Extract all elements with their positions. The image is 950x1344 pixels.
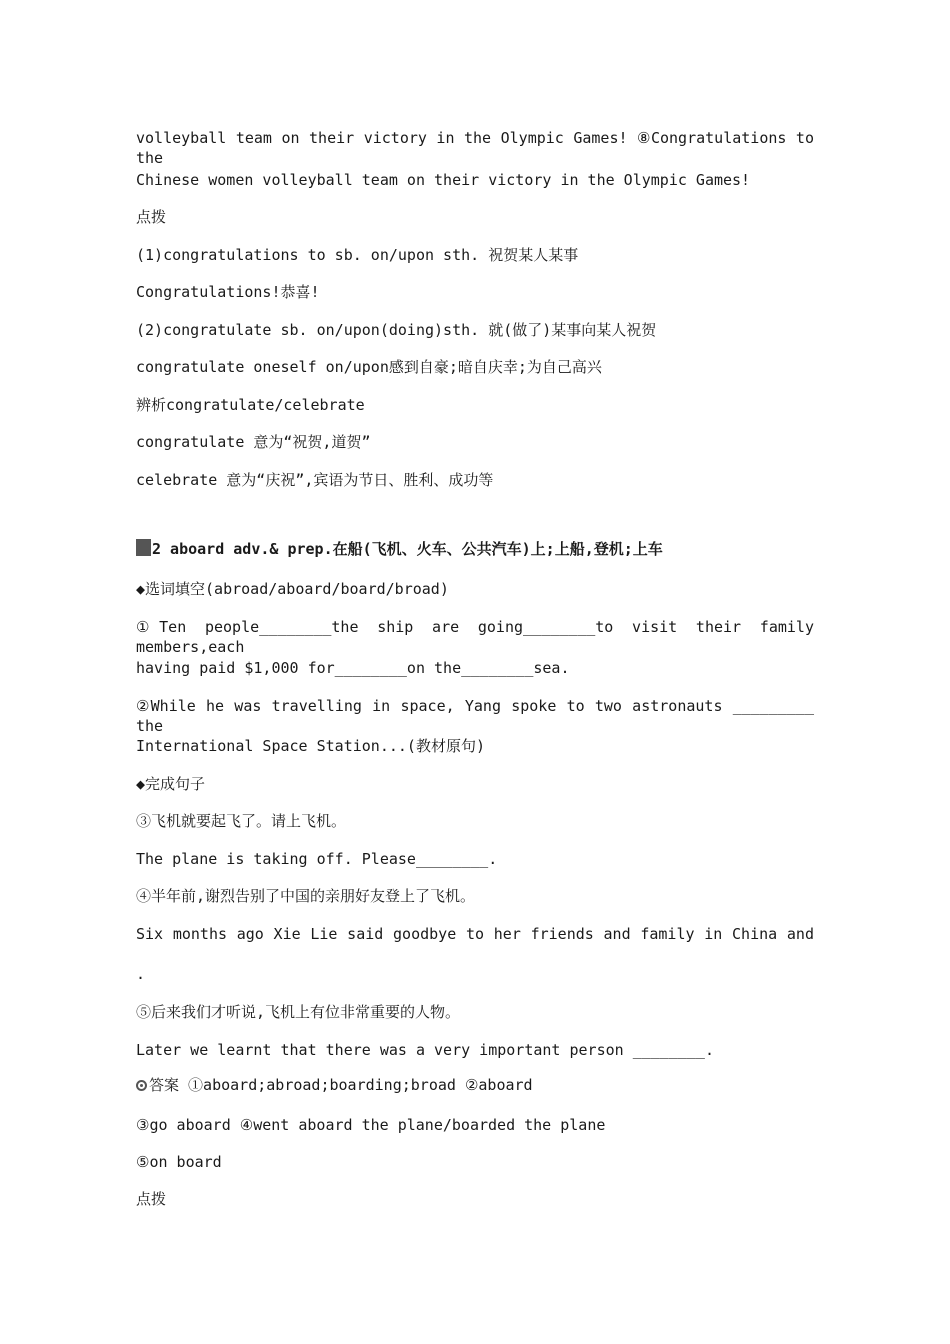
note-line-3: (2)congratulate sb. on/upon(doing)sth. 就(做了)某事向某人祝贺 (136, 321, 657, 339)
question-5-english: Later we learnt that there was a very important person ________. (136, 1041, 714, 1059)
tip-label-2: 点拨 (136, 1190, 167, 1208)
tip-label-1: 点拨 (136, 208, 167, 226)
question-3-chinese: ③飞机就要起飞了。请上飞机。 (136, 812, 347, 830)
question-4-english: Six months ago Xie Lie said goodbye to her friends and family in China and (136, 925, 814, 943)
section-heading (136, 539, 663, 559)
answer-line-1 (136, 1075, 533, 1095)
question-2-line-1: ②While he was travelling in space, Yang spoke to two astronauts _________ the (136, 697, 814, 735)
answer-line-2: ③go aboard ④went aboard the plane/boarded the plane (136, 1116, 606, 1134)
note-line-1: (1)congratulations to sb. on/upon sth. 祝贺某人某事 (136, 246, 579, 264)
answer-label: 答案 (149, 1076, 180, 1094)
question-2-line-2: International Space Station...(教材原句) (136, 737, 485, 755)
question-1-line-2: having paid $1,000 for________on the________sea. (136, 659, 570, 677)
section-heading-text: 2 aboard adv.& prep.在船(飞机、火车、公共汽车)上;上船,登机;上车 (152, 540, 663, 558)
question-1-line-1: ①Ten people________the ship are going________to visit their family members,each (136, 618, 814, 656)
square-marker-icon (136, 539, 151, 556)
example-line-1: volleyball team on their victory in the Olympic Games! ⑧Congratulations to the (136, 129, 814, 167)
answer-line-3: ⑤on board (136, 1153, 222, 1171)
answer-pin-icon (136, 1080, 147, 1091)
choose-title: ◆选词填空(abroad/aboard/board/broad) (136, 580, 449, 598)
question-3-english: The plane is taking off. Please________. (136, 850, 498, 868)
note-line-6: congratulate 意为“祝贺,道贺” (136, 433, 371, 451)
question-4-end: . (136, 965, 146, 983)
example-line-2: Chinese women volleyball team on their victory in the Olympic Games! (136, 171, 751, 189)
question-5-chinese: ⑤后来我们才听说,飞机上有位非常重要的人物。 (136, 1003, 461, 1021)
note-line-2: Congratulations!恭喜! (136, 283, 320, 301)
question-4-chinese: ④半年前,谢烈告别了中国的亲朋好友登上了飞机。 (136, 887, 476, 905)
note-line-5: 辨析congratulate/celebrate (136, 396, 365, 414)
answer-text-1: ①aboard;abroad;boarding;broad ②aboard (179, 1076, 533, 1094)
note-line-7: celebrate 意为“庆祝”,宾语为节日、胜利、成功等 (136, 471, 494, 489)
note-line-4: congratulate oneself on/upon感到自豪;暗自庆幸;为自己高兴 (136, 358, 602, 376)
complete-title: ◆完成句子 (136, 775, 206, 793)
